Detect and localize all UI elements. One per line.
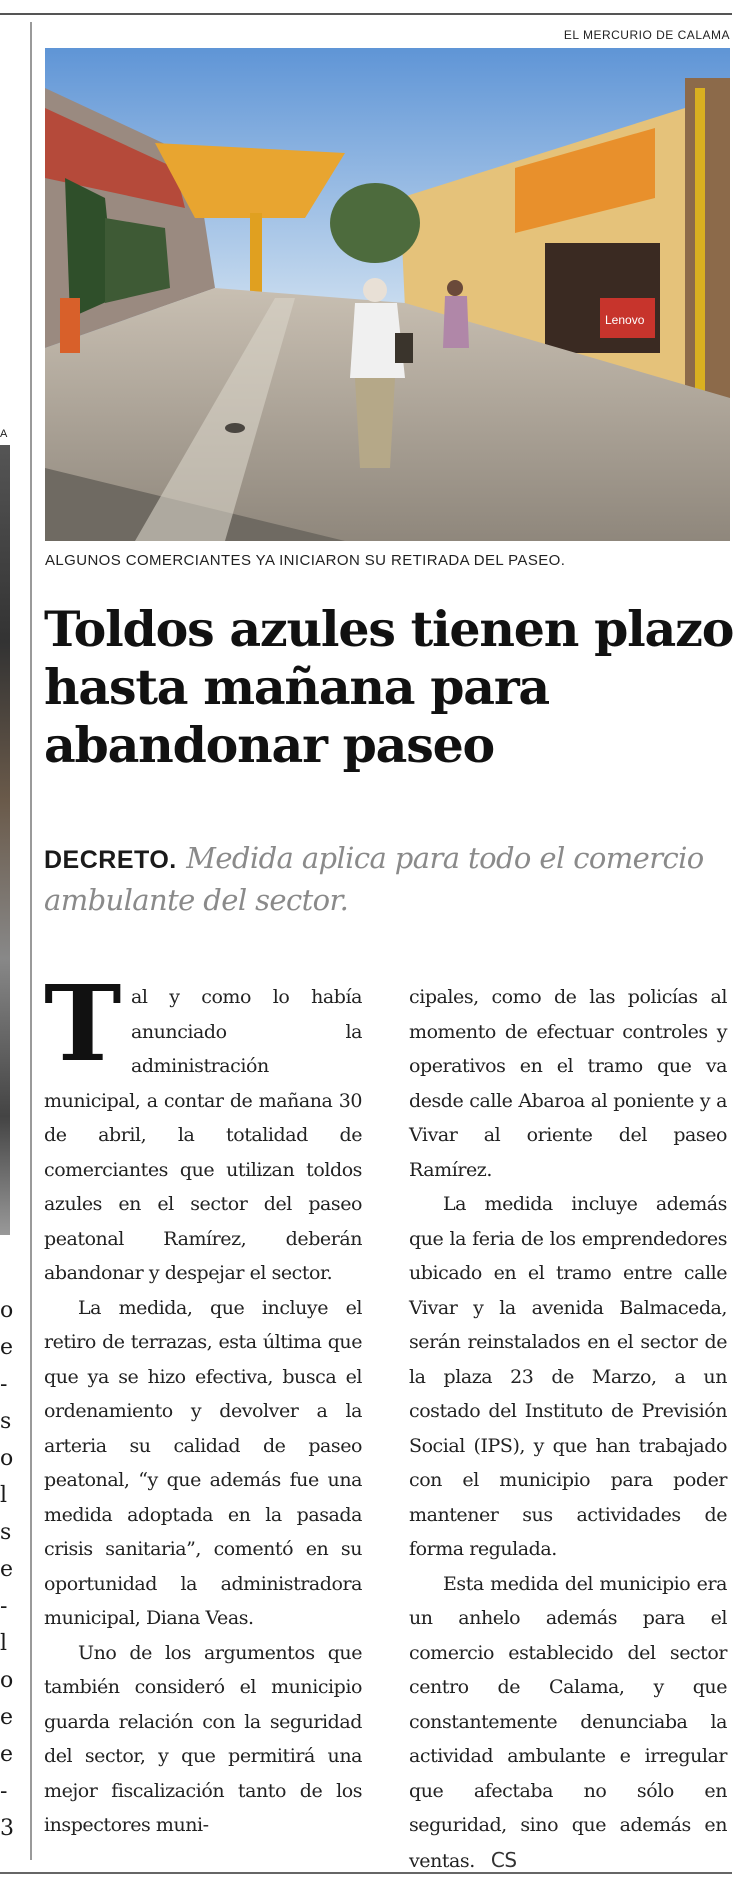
masthead: EL MERCURIO DE CALAMA (563, 28, 730, 42)
column-divider (30, 22, 32, 1860)
paragraph-1: al y como lo había anunciado la administración municipal, a contar de mañana 30 de abril, la totalidad de comerciantes que utilizan toldos azules en el sector del paseo peatonal Ramírez, deberán abandonar y despejar el sector. (44, 986, 362, 1284)
headline: Toldos azules tienen plazo hasta mañana para abandonar paseo (44, 600, 734, 774)
paragraph-4: La medida incluye además que la feria de los emprendedores ubicado en el tramo entre calle Vivar y la avenida Balmaceda, serán reinstalados en el sector de la plaza 23 de Marzo, a un costado del Instituto de Previsión Social (IPS), y que han trabajado con el municipio para poder mantener sus actividades de forma regulada. (409, 1193, 727, 1560)
edge-fragment: e (0, 1705, 14, 1730)
paragraph-3-continued: cipales, como de las policías al momento de efectuar controles y operativos en el tramo que va desde calle Abaroa al poniente y a Vivar al oriente del paseo Ramírez. (409, 986, 727, 1181)
edge-letter: A (0, 428, 8, 440)
edge-fragment: l (0, 1483, 8, 1508)
edge-fragment: e (0, 1335, 14, 1360)
adjacent-photo-edge (0, 445, 10, 1235)
paragraph-5-text: Esta medida del municipio era un anhelo además para el comercio establecido del sector centro de Calama, y que constantemente denunciaba la actividad ambulante e irregular que afectaba no sólo en seguridad, sino que además en ventas. (409, 1572, 727, 1872)
photo-caption: ALGUNOS COMERCIANTES YA INICIARON SU RETIRADA DEL PASEO. (45, 552, 566, 569)
edge-fragment: - (0, 1594, 8, 1619)
paragraph-3: Uno de los argumentos que también consideró el municipio guarda relación con la seguridad del sector, y que permitirá una mejor fiscalización tanto de los inspectores muni- (44, 1641, 362, 1836)
article-photo (45, 48, 730, 541)
edge-fragment: - (0, 1779, 8, 1804)
article-column-1 (44, 962, 362, 1843)
drop-cap: T (44, 962, 121, 1085)
edge-fragment: e (0, 1557, 14, 1582)
edge-fragment: l (0, 1631, 8, 1656)
edge-fragment: o (0, 1298, 14, 1323)
deck-kicker: DECRETO. (44, 846, 177, 874)
deck (44, 838, 734, 921)
end-mark: CS (490, 1847, 517, 1872)
edge-fragment: o (0, 1668, 14, 1693)
edge-fragment: o (0, 1446, 14, 1471)
edge-fragment: - (0, 1372, 8, 1397)
shop-sign: Lenovo (605, 313, 645, 327)
deck-text: Medida aplica para todo el comercio ambulante del sector. (44, 841, 704, 917)
edge-fragment: s (0, 1520, 12, 1545)
top-rule (0, 13, 732, 15)
paragraph-5 (409, 1567, 727, 1879)
edge-fragment: e (0, 1742, 14, 1767)
article-column-2 (409, 980, 727, 1878)
edge-fragment: s (0, 1409, 12, 1434)
edge-fragment: 3 (0, 1816, 14, 1841)
paragraph-2: La medida, que incluye el retiro de terrazas, esta última que que ya se hizo efectiva, busca el ordenamiento y devolver a la arteria su calidad de paseo peatonal, “y que además fue una medida adoptada en la pasada crisis sanitaria”, comentó en su oportunidad la administradora municipal, Diana Veas. (44, 1296, 362, 1629)
